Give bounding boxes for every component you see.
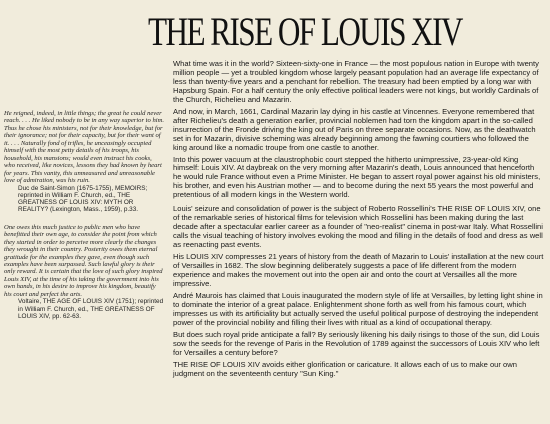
article-paragraph: What time was it in the world? Sixteen-sixty-one in France — the most populous nation in Europe with twenty million people — yet a troubled kingdom whose largely peasant population had an average life expectancy of less than twenty-five years and a penchant for rebellion. The treasury had been emptied by a long war with Hapsburg Spain. For a half century the only effective political leaders were not kings, but worldly Cardinals of the Church, Richelieu and Mazarin. (173, 59, 539, 104)
page-title: THE RISE OF LOUIS XIV (148, 9, 462, 54)
quote-text: He reigned, indeed, in little things; the great he could never reach. . . . He liked nobody to be in any way superior to him. Thus he chose his ministers, not for their knowledge, but for their ignorance; not for their capacity, but for their want of it. . . . Naturally fond of trifles, he unceasingly occupied himself with the most petty details of his troops, his household, his mansions; would even instruct his cooks, who received, like novices, lessons they had known by heart for years. This vanity, this unmeasured and unreasonable love of admiration, was his ruin. (4, 110, 164, 185)
article-paragraph: And now, in March, 1661, Cardinal Mazarin lay dying in his castle at Vincennes. Everyone remembered that after Richelieu's death a generation earlier, provincial noblemen had torn the kingdom apart in the so-called insurrection of the Fronde driving the king out of Paris on three separate occasions. Now, as the deathwatch set in for Mazarin, divisive scheming was already beginning among the fawning courtiers who followed the king around like a nomadic troupe from one castle to another. (173, 106, 536, 152)
article-paragraph: Into this power vacuum at the claustrophobic court stepped the hitherto unimpressive, 23-year-old King himself: Louis XIV. At daybreak on the very morning after Mazarin's death, Louis announced that henceforth he would rule France without even a Prime Minister. He began to assert royal power against his old ministers, his brother, and even his Austrian mother — and to become during the next 55 years the most powerful and pretentious of all modern kings in the Western world. (173, 154, 541, 200)
main-article (173, 60, 544, 381)
quote-text: One owes this much justice to public men who have benefitted their own age, to consider the point from which they started in order to perceive more clearly the changes they wrought in their country. Posterity owes them eternal gratitude for the examples they gave, even though such examples have been surpassed. Such lawful glory is their only reward. It is certain that the love of such glory inspired Louis XIV, at the time of his taking the government into his own hands, in his desire to improve his kingdom, beautify his court and perfect the arts. (4, 223, 163, 298)
article-paragraph: But does such royal pride anticipate a fall? By seriously likening his daily risings to those of the sun, did Louis sow the seeds for the revenge of Paris in the Revolution of 1789 against the successors of Louis XIV who left for Versailles a century before? (173, 329, 540, 357)
quote-saint-simon (4, 110, 164, 214)
quote-citation: Voltaire, THE AGE OF LOUIS XIV (1751); reprinted in William F. Church, ed., THE GREATNESS OF LOUIS XIV, pp. 62-63. (18, 298, 164, 320)
article-paragraph: Louis' seizure and consolidation of power is the subject of Roberto Rossellini's THE RISE OF LOUIS XIV, one of the remarkable series of historical films for television which Rossellini has been making during the last decade after a spectacular earlier career as a founder of "neo-realist" cinema in post-war Italy. What Rossellini calls the visual teaching of history involves evoking the mood and filling in the details of food and dress as well as reenacting past events. (173, 204, 543, 250)
article-paragraph: THE RISE OF LOUIS XIV avoids either glorification or caricature. It allows each of us to make our own judgment on the seventeenth century "Sun King." (173, 359, 517, 378)
article-paragraph: His LOUIS XIV compresses 21 years of history from the death of Mazarin to Louis' installation at the new court of Versailles in 1682. The slow beginning deliberately suggests a pace of life different from the modern experience and makes the movement out into the open air and onto the court at Versailles all the more impressive. (173, 252, 544, 288)
sidebar-quotes (4, 110, 164, 330)
quote-voltaire (4, 224, 164, 320)
quote-citation: Duc de Saint-Simon (1675-1755), MEMOIRS; reprinted in William F. Church, ed., THE GREATNESS OF LOUIS XIV: MYTH OR REALITY? (Lexington, Mass., 1959), p.33. (18, 184, 148, 214)
article-paragraph: André Maurois has claimed that Louis inaugurated the modern style of life at Versailles, by letting light shine in to dominate the interior of a great palace. Enlightenment shone forth as well from his famous court, which impresses us with its artificiality but actually served the useful political purpose of destroying the independent power of the provincial nobility and filling their lives with ritual as a kind of occupational therapy. (173, 290, 543, 327)
